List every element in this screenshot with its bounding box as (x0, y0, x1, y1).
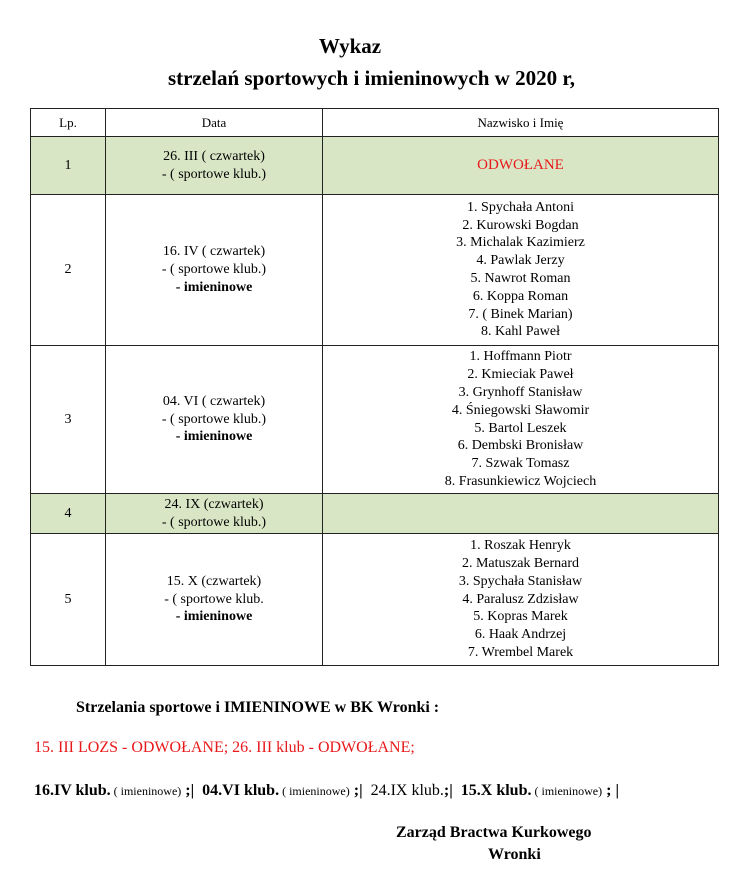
participant-name: 5. Bartol Leszek (474, 420, 567, 436)
schedule-separator: ;| (443, 782, 461, 799)
participant-name: 3. Spychała Stanisław (458, 573, 583, 589)
cell-lp: 3 (31, 346, 106, 494)
signature-line-1: Zarząd Bractwa Kurkowego (396, 824, 592, 841)
cell-names (323, 534, 719, 666)
schedule-date: 04.VI klub. (202, 782, 280, 799)
participant-name: 1. Hoffmann Piotr (469, 349, 572, 365)
participant-name: 3. Michalak Kazimierz (456, 235, 585, 251)
document-subtitle: strzelań sportowych i imieninowych w 2020 r, (168, 66, 575, 90)
schedule-note: ( imieninowe) (279, 784, 350, 798)
table-row (31, 494, 719, 534)
participant-name: 7. Szwak Tomasz (471, 456, 570, 472)
cell-lp: 4 (31, 494, 106, 534)
schedule-separator: ; | (602, 782, 619, 799)
cell-date (106, 494, 323, 534)
participant-name: 4. Pawlak Jerzy (476, 253, 565, 269)
table-row (31, 137, 719, 195)
footer-section-title: Strzelania sportowe i IMIENINOWE w BK Wronki : (76, 699, 440, 716)
cell-names (323, 195, 719, 346)
date-line: 16. IV ( czwartek) (162, 244, 266, 260)
status-cancelled: ODWOŁANE (477, 156, 564, 173)
cell-names (323, 137, 719, 195)
date-line: 26. III ( czwartek) (163, 148, 265, 164)
participant-name: 7. ( Binek Marian) (468, 306, 573, 322)
participant-name: 4. Paralusz Zdzisław (462, 591, 579, 607)
date-line: - ( sportowe klub.) (161, 262, 267, 278)
date-type-label: - imieninowe (175, 609, 253, 625)
participant-name: 6. Haak Andrzej (474, 627, 567, 643)
participant-name: 6. Koppa Roman (472, 288, 569, 304)
schedule-separator: ;| (349, 782, 371, 799)
participant-name: 8. Frasunkiewicz Wojciech (444, 473, 597, 489)
participant-name: 2. Kurowski Bogdan (462, 217, 579, 233)
schedule-note: ( imieninowe) (110, 784, 182, 798)
participant-name: 1. Roszak Henryk (470, 538, 571, 554)
date-type-label: - imieninowe (175, 279, 253, 295)
participant-name: 8. Kahl Paweł (481, 324, 560, 340)
cell-lp: 1 (31, 137, 106, 195)
participant-name: 4. Śniegowski Sławomir (451, 402, 590, 418)
cell-lp: 2 (31, 195, 106, 346)
schedule-date: 16.IV klub. (34, 782, 111, 799)
cell-names (323, 346, 719, 494)
date-line: - ( sportowe klub. (164, 591, 264, 607)
cell-lp: 5 (31, 534, 106, 666)
participant-name: 1. Spychała Antoni (467, 199, 574, 215)
document-title: Wykaz (318, 34, 382, 58)
table-row (31, 346, 719, 494)
schedule-date: 24.IX klub. (370, 782, 444, 799)
date-line: - ( sportowe klub.) (161, 411, 267, 427)
table-row (31, 195, 719, 346)
cell-date (106, 137, 323, 195)
cell-date (106, 346, 323, 494)
table-header-row (31, 109, 719, 137)
participant-name: 2. Matuszak Bernard (461, 556, 580, 571)
date-type-label: - imieninowe (175, 429, 253, 445)
header-lp: Lp. (31, 109, 106, 137)
cell-date (106, 534, 323, 666)
participant-name: 3. Grynhoff Stanisław (458, 384, 583, 400)
schedule-separator: ;| (181, 782, 203, 799)
schedule-summary (34, 782, 619, 800)
header-names: Nazwisko i Imię (323, 109, 719, 137)
date-line: - ( sportowe klub.) (161, 514, 267, 530)
date-line: 15. X (czwartek) (166, 573, 262, 589)
date-line: 24. IX (czwartek) (164, 496, 264, 512)
signature-line-2: Wronki (488, 846, 541, 863)
cell-date (106, 195, 323, 346)
participant-name: 7. Wrembel Marek (467, 644, 574, 660)
participant-name: 5. Kopras Marek (473, 609, 568, 625)
date-line: 04. VI ( czwartek) (162, 393, 266, 409)
participant-name: 2. Kmieciak Paweł (467, 367, 574, 383)
table-row (31, 534, 719, 666)
header-date: Data (106, 109, 323, 137)
cell-names (323, 494, 719, 534)
cancelled-events: 15. III LOZS - ODWOŁANE; 26. III klub - ODWOŁANE; (34, 739, 415, 756)
date-line: - ( sportowe klub.) (161, 166, 267, 182)
schedule-table (30, 108, 719, 666)
participant-name: 5. Nawrot Roman (470, 271, 571, 286)
schedule-date: 15.X klub. (460, 782, 532, 799)
participant-name: 6. Dembski Bronisław (457, 438, 584, 454)
schedule-note: ( imieninowe) (531, 784, 603, 798)
